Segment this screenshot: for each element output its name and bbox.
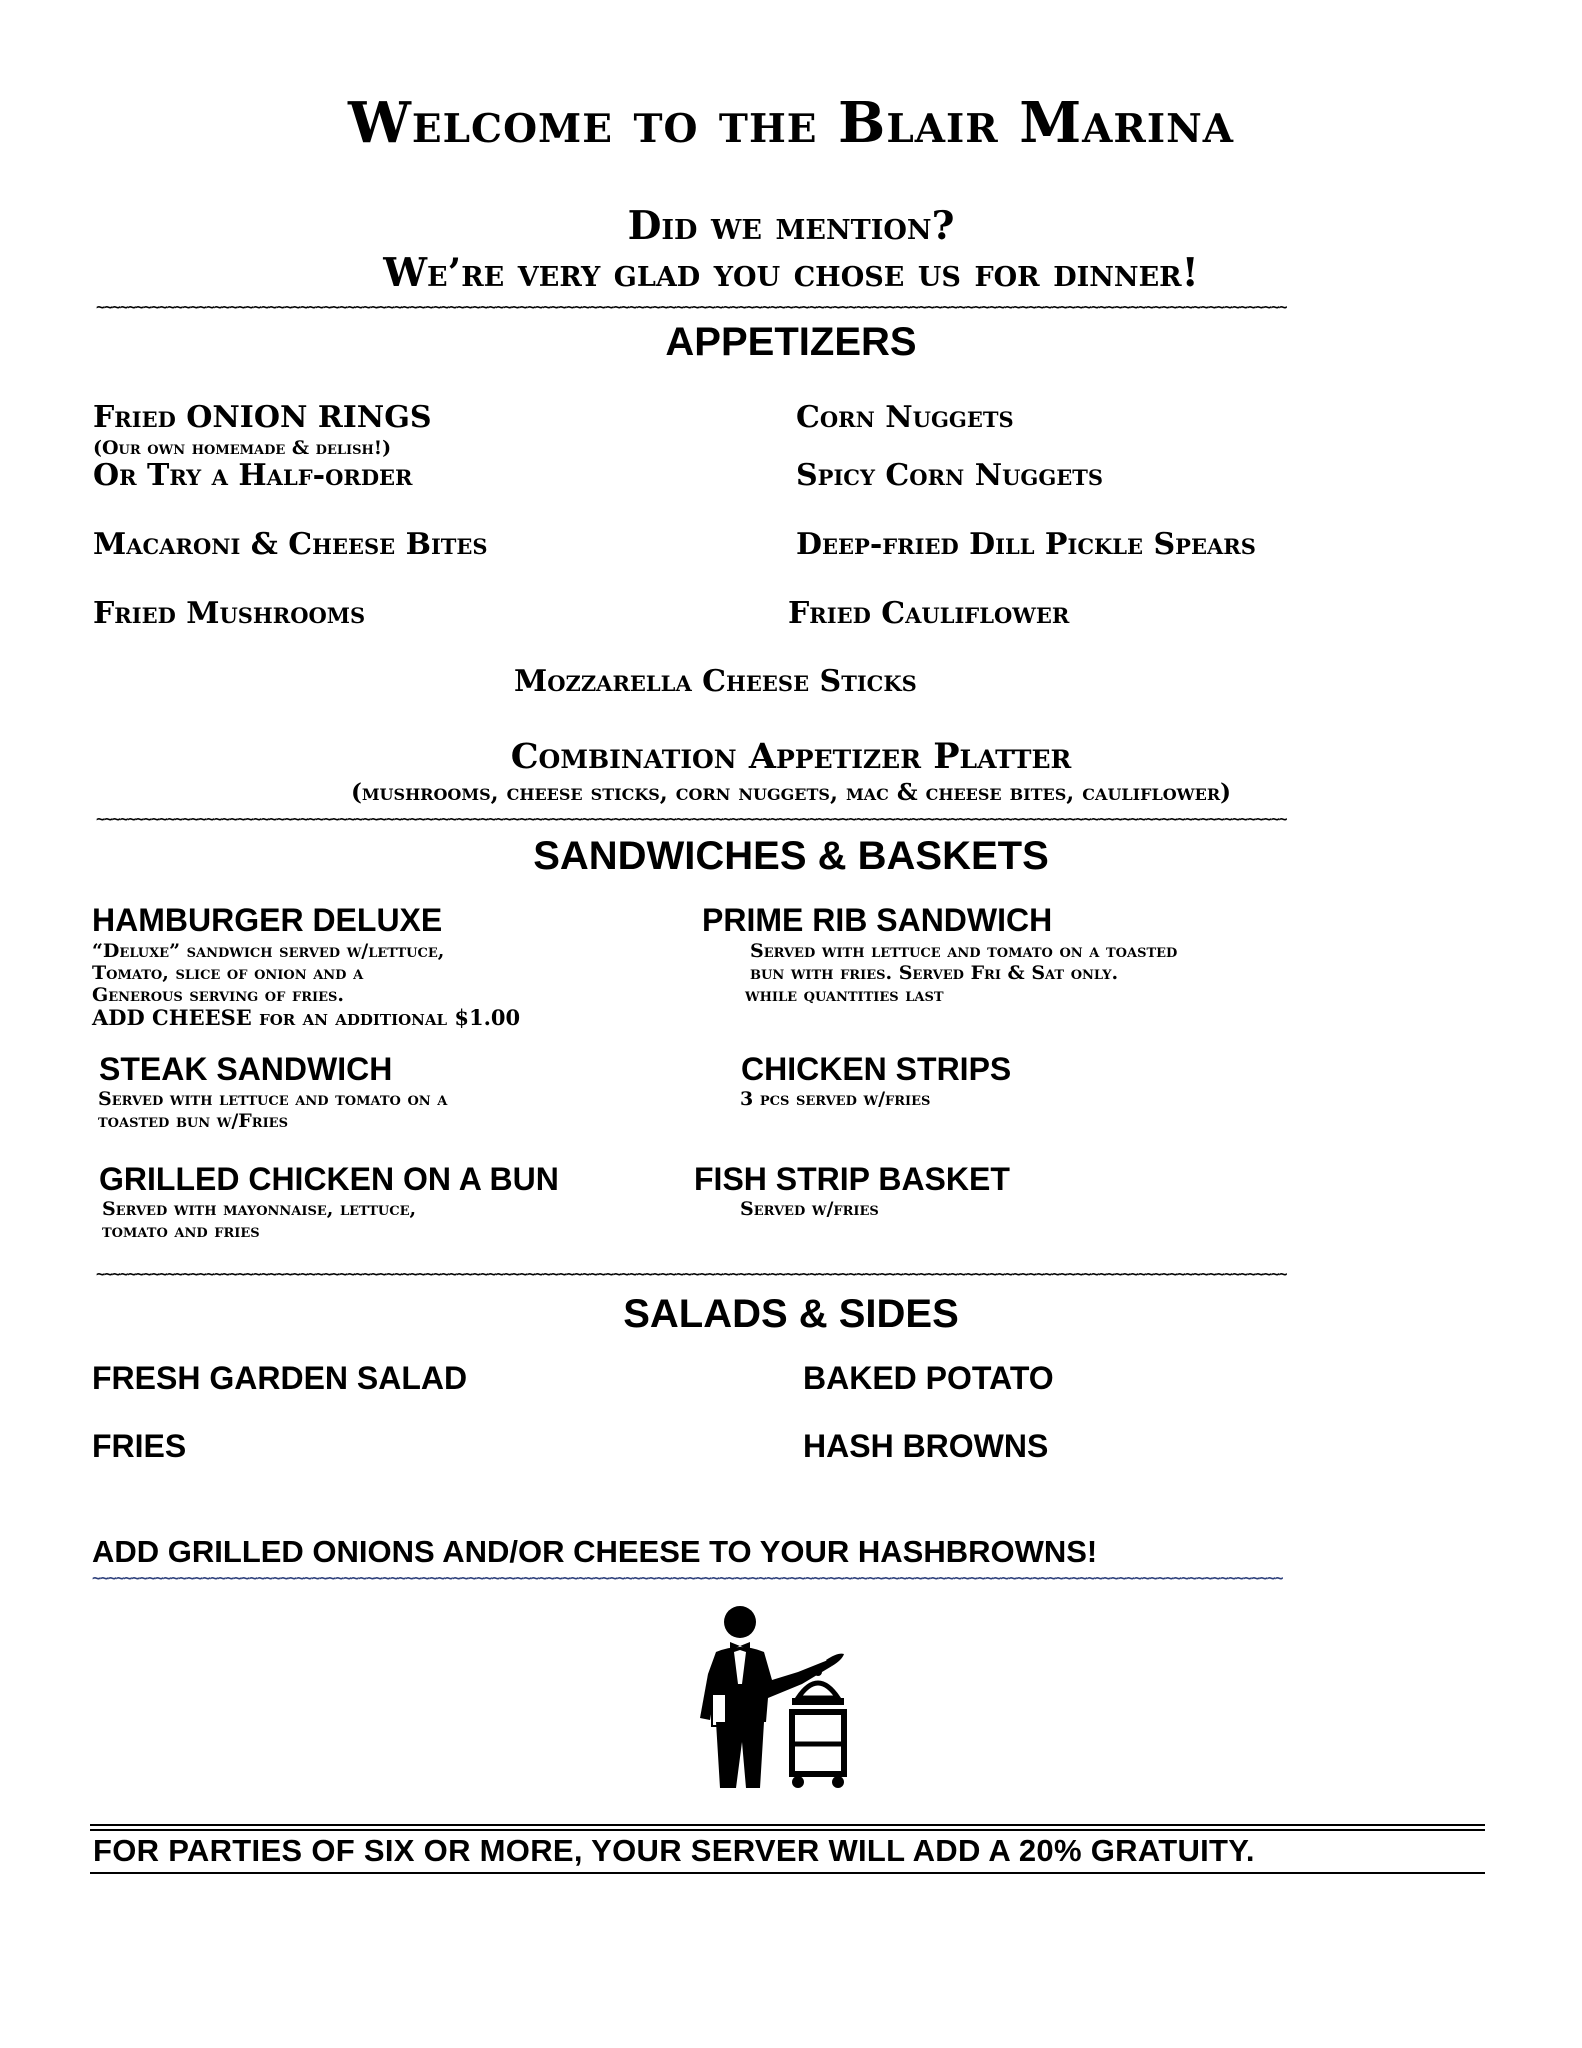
chicken-strips-desc: 3 pcs served w/fries [740,1088,931,1110]
tilde-divider-blue: ~~~~~~~~~~~~~~~~~~~~~~~~~~~~~~~~~~~~~~~~~~~~~~~~~~~~~~~~~~~~~~~~~~~~~~~~~~~~~~~~~~~~~~~~~~~~~~~~~~~~~~~~~~~~~~~~~~~~~~~~~~~~~~~~~~~~~~~~~~~~~~~~~~~~~~~~ [92,1569,1283,1587]
steak-desc-1: Served with lettuce and tomato on a [98,1088,448,1110]
item-chicken-strips: CHICKEN STRIPS [741,1051,1012,1087]
prime-rib-desc-1: Served with lettuce and tomato on a toasted [750,940,1178,962]
item-fries: FRIES [92,1428,187,1464]
grilled-chicken-desc-2: tomato and fries [102,1220,260,1242]
appetizers-heading: APPETIZERS [665,320,917,364]
page-title: Welcome to the Blair Marina [348,90,1234,156]
item-corn-nuggets: Corn Nuggets [796,400,1014,435]
item-dill-pickle: Deep-fried Dill Pickle Spears [796,527,1256,562]
item-spicy-corn-nuggets: Spicy Corn Nuggets [796,458,1104,493]
footer-rule-bottom [90,1872,1485,1874]
tagline-question: Did we mention? [627,203,955,249]
combo-platter-note: (mushrooms, cheese sticks, corn nuggets, mac & cheese bites, cauliflower) [350,779,1232,806]
tagline-glad: We’re very glad you chose us for dinner! [383,250,1199,296]
item-garden-salad: FRESH GARDEN SALAD [92,1360,468,1396]
hamburger-desc-3: Generous serving of fries. [92,984,344,1006]
grilled-chicken-desc-1: Served with mayonnaise, lettuce, [102,1198,417,1220]
gratuity-notice: FOR PARTIES OF SIX OR MORE, YOUR SERVER WILL ADD A 20% GRATUITY. [93,1833,1255,1868]
item-fish-strip-basket: FISH STRIP BASKET [694,1161,1010,1197]
item-hamburger-deluxe: HAMBURGER DELUXE [92,902,443,938]
item-hash-browns: HASH BROWNS [803,1428,1049,1464]
item-baked-potato: BAKED POTATO [803,1360,1054,1396]
item-mac-cheese-bites: Macaroni & Cheese Bites [93,527,488,562]
item-onion-rings-half: Or Try a Half-order [93,458,413,493]
tilde-divider: ~~~~~~~~~~~~~~~~~~~~~~~~~~~~~~~~~~~~~~~~~~~~~~~~~~~~~~~~~~~~~~~~~~~~~~~~~~~~~~~~~~~~~~~~~~~~~~~~~~~~~~~~~~~~~~~~~~~~~~~~~~~~~~~~~~~~~~~~~~~~~~~~~~~~~~~~ [96,1265,1287,1283]
item-grilled-chicken: GRILLED CHICKEN ON A BUN [99,1161,559,1197]
hamburger-desc-1: “Deluxe” sandwich served w/lettuce, [92,940,445,962]
onion-rings-note: (Our own homemade & delish!) [93,437,392,459]
tilde-divider: ~~~~~~~~~~~~~~~~~~~~~~~~~~~~~~~~~~~~~~~~~~~~~~~~~~~~~~~~~~~~~~~~~~~~~~~~~~~~~~~~~~~~~~~~~~~~~~~~~~~~~~~~~~~~~~~~~~~~~~~~~~~~~~~~~~~~~~~~~~~~~~~~~~~~~~~~ [96,298,1287,316]
item-steak-sandwich: STEAK SANDWICH [99,1051,393,1087]
item-combo-platter: Combination Appetizer Platter [510,736,1072,777]
item-fried-mushrooms: Fried Mushrooms [93,596,366,631]
hashbrowns-addon-note: ADD GRILLED ONIONS AND/OR CHEESE TO YOUR HASHBROWNS! [92,1534,1098,1569]
item-prime-rib: PRIME RIB SANDWICH [702,902,1053,938]
item-onion-rings: Fried ONION RINGS [93,400,432,435]
tilde-divider: ~~~~~~~~~~~~~~~~~~~~~~~~~~~~~~~~~~~~~~~~~~~~~~~~~~~~~~~~~~~~~~~~~~~~~~~~~~~~~~~~~~~~~~~~~~~~~~~~~~~~~~~~~~~~~~~~~~~~~~~~~~~~~~~~~~~~~~~~~~~~~~~~~~~~~~~~ [96,810,1287,828]
prime-rib-desc-3: while quantities last [745,984,944,1006]
waiter-with-cart-icon [686,1602,886,1792]
hamburger-add-cheese: ADD CHEESE for an additional $1.00 [92,1005,521,1030]
prime-rib-desc-2: bun with fries. Served Fri & Sat only. [750,962,1119,984]
fish-strip-desc: Served w/fries [740,1198,879,1220]
sandwiches-heading: SANDWICHES & BASKETS [533,834,1049,878]
footer-rule-top [90,1824,1485,1826]
item-fried-cauliflower: Fried Cauliflower [788,596,1070,631]
salads-heading: SALADS & SIDES [623,1292,959,1336]
footer-rule-top-2 [90,1829,1485,1831]
steak-desc-2: toasted bun w/Fries [98,1110,288,1132]
hamburger-desc-2: Tomato, slice of onion and a [92,962,364,984]
item-mozzarella: Mozzarella Cheese Sticks [514,664,917,699]
